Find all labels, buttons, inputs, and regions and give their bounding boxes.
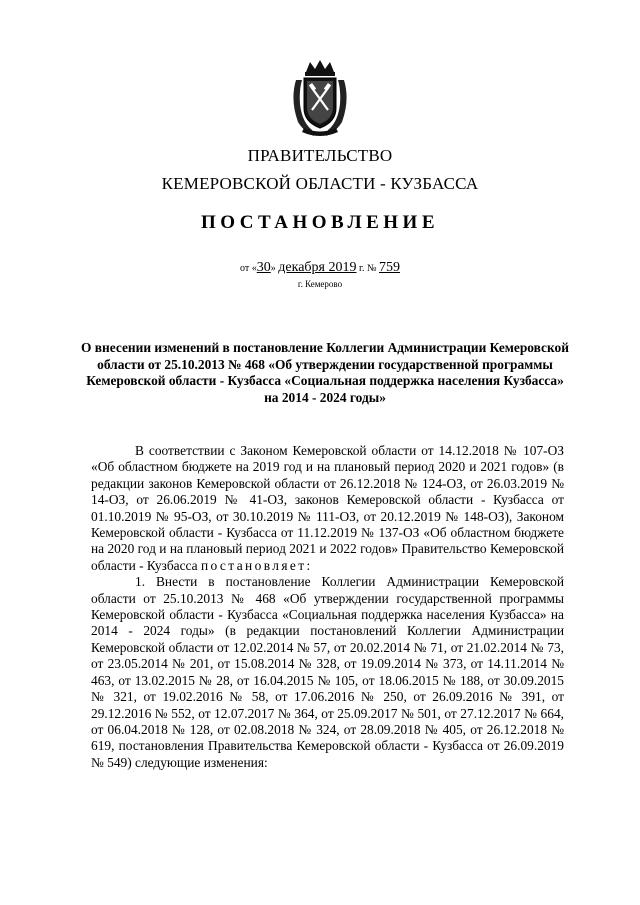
document-date-number — [0, 260, 640, 277]
paragraph-preamble — [91, 443, 564, 574]
date-day: 30 — [256, 260, 271, 275]
government-name-line2: КЕМЕРОВСКОЙ ОБЛАСТИ - КУЗБАССА — [161, 174, 479, 193]
document-title: О внесении изменений в постановление Коллегии Администрации Кемеровской области от 25.10.2013 № 468 «Об утверждении государственной программы Кемеровской области - Кузбасса «Социальная поддержка населения Кузбасса» на 2014 - 2024 годы» — [81, 340, 569, 405]
date-prefix: от « — [240, 263, 257, 274]
preamble-text: В соответствии с Законом Кемеровской области от 14.12.2018 № 107-ОЗ «Об областном бюджете на 2019 год и на плановый период 2020 и 2021 годов» (в редакции законов Кемеровской области от 26.12.2018 № 124-ОЗ, от 26.03.2019 № 14-ОЗ, от 26.06.2019 № 41-ОЗ, законов Кемеровской области - Кузбасса от 01.10.2019 № 95-ОЗ, от 30.10.2019 № 111-ОЗ, от 20.12.2019 № 148-ОЗ), Законом Кемеровской области - Кузбасса от 11.12.2019 № 137-ОЗ «Об областном бюджете на 2020 год и на плановый период 2021 и 2022 годов» Правительство Кемеровской области - Кузбасса — [91, 443, 564, 573]
date-month-year: декабря 2019 — [278, 260, 357, 275]
document-type-heading: ПОСТАНОВЛЕНИЕ — [200, 212, 440, 233]
date-suffix: г. № — [356, 263, 379, 274]
date-mid: » — [270, 263, 279, 274]
city-label: г. Кемерово — [297, 279, 343, 289]
document-body — [91, 443, 564, 771]
coat-of-arms-icon — [288, 60, 352, 140]
paragraph-item-1: 1. Внести в постановление Коллегии Администрации Кемеровской области от 25.10.2013 № 468 «Об утверждении государственной программы Кемеровской области - Кузбасса «Социальная поддержка населения Кузбасса» на 2014 - 2024 годы» (в редакции постановлений Коллегии Администрации Кемеровской области от 12.02.2014 № 57, от 20.02.2014 № 71, от 21.02.2014 № 73, от 23.05.2014 № 201, от 15.08.2014 № 328, от 19.09.2014 № 373, от 14.11.2014 № 463, от 13.02.2015 № 28, от 16.04.2015 № 105, от 18.06.2015 № 188, от 30.09.2015 № 321, от 19.02.2016 № 58, от 17.06.2016 № 250, от 26.09.2016 № 391, от 29.12.2016 № 552, от 12.07.2017 № 364, от 25.09.2017 № 501, от 27.12.2017 № 664, от 06.04.2018 № 128, от 02.08.2018 № 324, от 28.09.2018 № 405, от 26.12.2018 № 619, постановления Правительства Кемеровской области - Кузбасса от 26.09.2019 № 549) следующие изменения: — [91, 574, 564, 770]
resolves-keyword: постановляет: — [200, 557, 313, 573]
document-number: 759 — [378, 260, 400, 275]
government-name-line1: ПРАВИТЕЛЬСТВО — [247, 146, 393, 165]
